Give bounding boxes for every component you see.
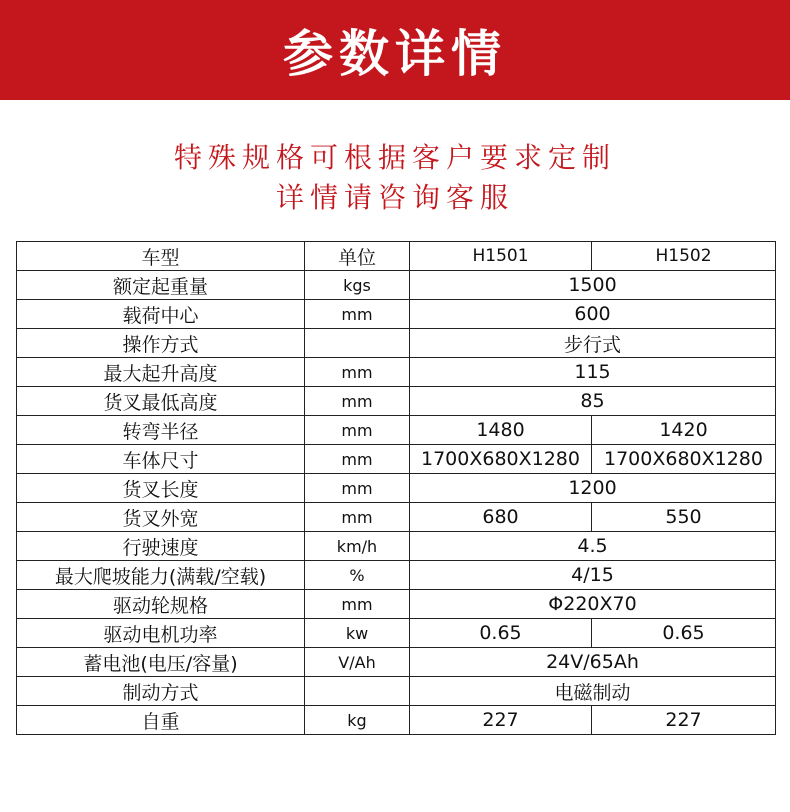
spec-value-shared-cell: 600	[410, 300, 776, 329]
table-row	[17, 706, 776, 735]
spec-value-shared-cell: 步行式	[410, 329, 776, 358]
spec-value-shared-cell: 24V/65Ah	[410, 648, 776, 677]
table-header-row	[17, 242, 776, 271]
spec-unit-cell: V/Ah	[305, 648, 410, 677]
table-row	[17, 300, 776, 329]
spec-unit-cell: kw	[305, 619, 410, 648]
spec-value-shared-cell: 4.5	[410, 532, 776, 561]
spec-name-cell: 驱动轮规格	[17, 590, 305, 619]
spec-name-cell: 转弯半径	[17, 416, 305, 445]
spec-value-shared-cell: 电磁制动	[410, 677, 776, 706]
spec-unit-cell: mm	[305, 416, 410, 445]
spec-value-h1501-cell: 1700X680X1280	[410, 445, 592, 474]
spec-unit-cell: kgs	[305, 271, 410, 300]
spec-value-h1502-cell: 1700X680X1280	[592, 445, 776, 474]
table-row	[17, 329, 776, 358]
spec-value-h1502-cell: 227	[592, 706, 776, 735]
spec-value-shared-cell: 4/15	[410, 561, 776, 590]
spec-unit-cell	[305, 329, 410, 358]
spec-value-shared-cell: 115	[410, 358, 776, 387]
contact-service-note: 详情请咨询客服	[275, 181, 514, 214]
spec-unit-cell: mm	[305, 590, 410, 619]
spec-value-h1501-cell: 227	[410, 706, 592, 735]
table-row	[17, 648, 776, 677]
table-row	[17, 619, 776, 648]
table-row	[17, 532, 776, 561]
spec-unit-cell: mm	[305, 445, 410, 474]
spec-name-cell: 载荷中心	[17, 300, 305, 329]
spec-value-shared-cell: Φ220X70	[410, 590, 776, 619]
header-cell-unit: 单位	[305, 242, 410, 271]
spec-value-shared-cell: 1200	[410, 474, 776, 503]
header-cell-h1501: H1501	[410, 242, 592, 271]
table-row	[17, 358, 776, 387]
table-row	[17, 590, 776, 619]
spec-name-cell: 最大爬坡能力(满载/空载)	[17, 561, 305, 590]
spec-unit-cell: kg	[305, 706, 410, 735]
header-cell-model: 车型	[17, 242, 305, 271]
spec-name-cell: 额定起重量	[17, 271, 305, 300]
spec-name-cell: 车体尺寸	[17, 445, 305, 474]
header-cell-h1502: H1502	[592, 242, 776, 271]
spec-name-cell: 最大起升高度	[17, 358, 305, 387]
table-row	[17, 503, 776, 532]
spec-unit-cell: mm	[305, 387, 410, 416]
spec-value-h1501-cell: 0.65	[410, 619, 592, 648]
spec-name-cell: 行驶速度	[17, 532, 305, 561]
spec-unit-cell	[305, 677, 410, 706]
table-row	[17, 445, 776, 474]
spec-value-h1502-cell: 550	[592, 503, 776, 532]
spec-name-cell: 操作方式	[17, 329, 305, 358]
spec-unit-cell: km/h	[305, 532, 410, 561]
spec-name-cell: 驱动电机功率	[17, 619, 305, 648]
spec-name-cell: 货叉最低高度	[17, 387, 305, 416]
spec-value-h1502-cell: 1420	[592, 416, 776, 445]
spec-unit-cell: mm	[305, 358, 410, 387]
spec-table	[16, 241, 776, 735]
spec-unit-cell: mm	[305, 474, 410, 503]
spec-unit-cell: %	[305, 561, 410, 590]
spec-name-cell: 货叉长度	[17, 474, 305, 503]
table-row	[17, 677, 776, 706]
spec-name-cell: 货叉外宽	[17, 503, 305, 532]
spec-value-h1501-cell: 1480	[410, 416, 592, 445]
spec-value-shared-cell: 1500	[410, 271, 776, 300]
spec-unit-cell: mm	[305, 503, 410, 532]
spec-name-cell: 制动方式	[17, 677, 305, 706]
spec-value-shared-cell: 85	[410, 387, 776, 416]
custom-spec-note: 特殊规格可根据客户要求定制	[173, 141, 616, 174]
spec-value-h1502-cell: 0.65	[592, 619, 776, 648]
table-row	[17, 387, 776, 416]
table-row	[17, 271, 776, 300]
table-row	[17, 416, 776, 445]
table-row	[17, 474, 776, 503]
spec-value-h1501-cell: 680	[410, 503, 592, 532]
spec-name-cell: 蓄电池(电压/容量)	[17, 648, 305, 677]
table-row	[17, 561, 776, 590]
spec-name-cell: 自重	[17, 706, 305, 735]
page-title: 参数详情	[283, 25, 507, 83]
spec-unit-cell: mm	[305, 300, 410, 329]
header-banner	[0, 0, 790, 100]
spec-table-body	[17, 271, 776, 735]
